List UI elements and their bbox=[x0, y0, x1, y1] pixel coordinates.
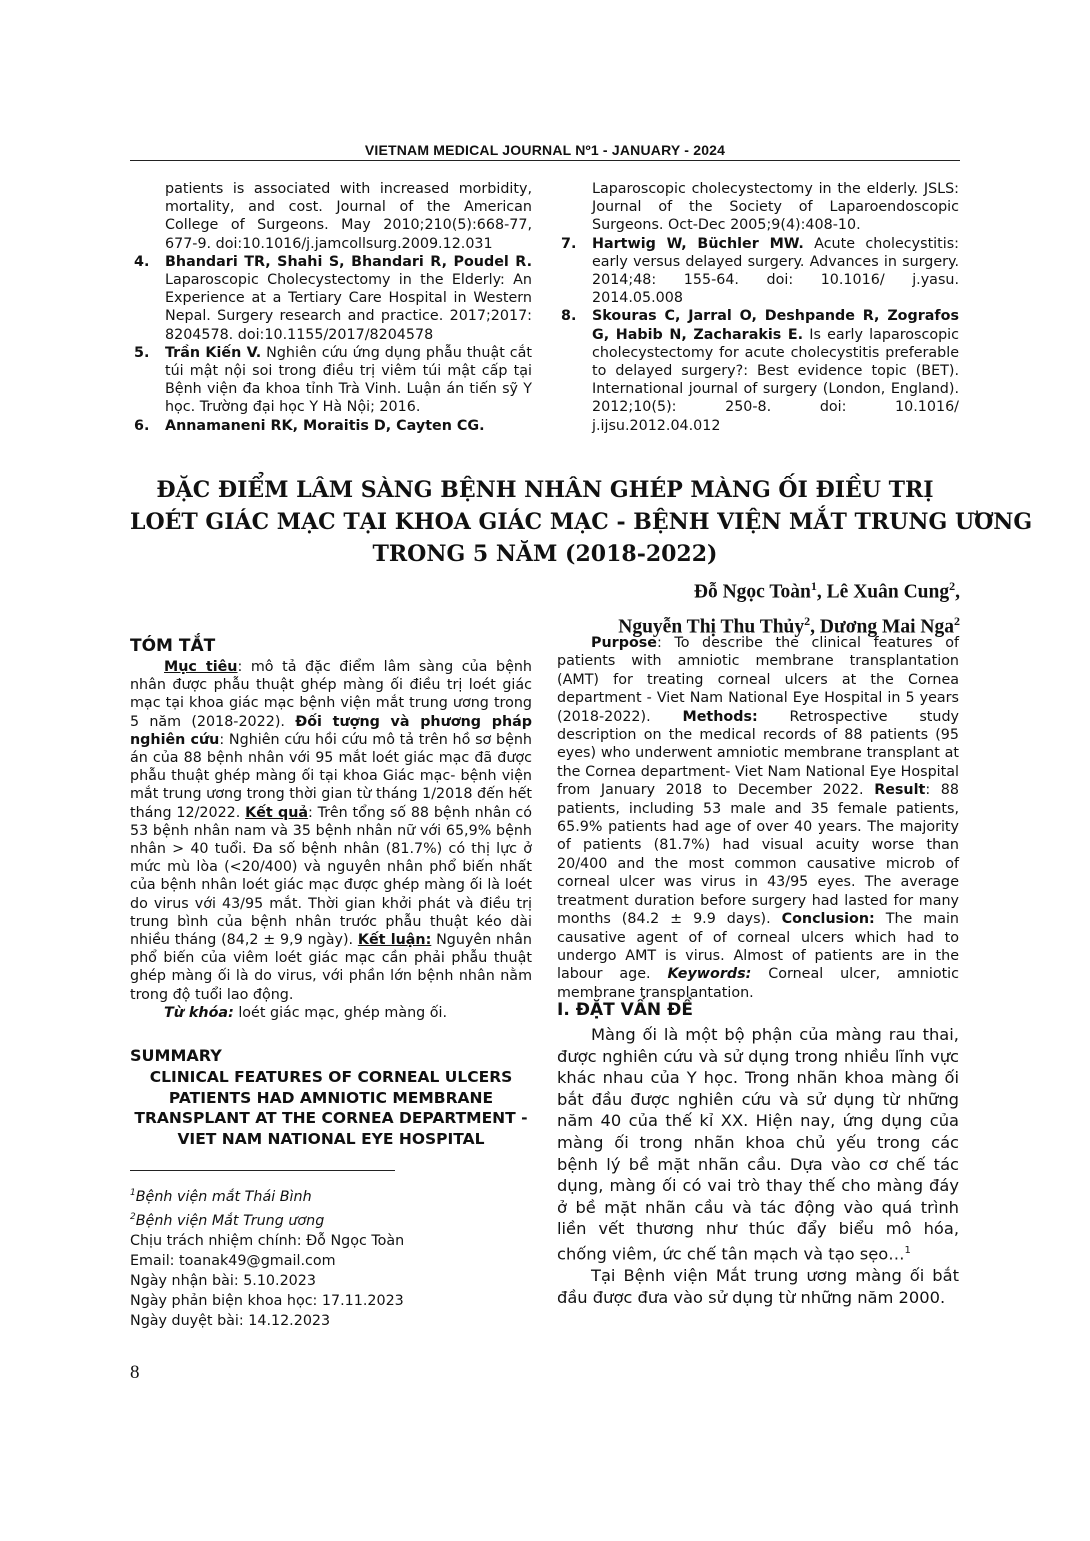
abstract-body bbox=[130, 658, 532, 1004]
reference-authors: Hartwig W, Büchler MW. bbox=[592, 235, 804, 252]
journal-header: VIETNAM MEDICAL JOURNAL Nº1 - JANUARY - 2024 bbox=[364, 142, 726, 158]
intro-paragraph-2: Tại Bệnh viện Mắt trung ương màng ối bắt đầu được đưa vào sử dụng từ những năm 2000. bbox=[557, 1265, 959, 1307]
affiliation-1 bbox=[130, 1183, 532, 1207]
header-rule bbox=[130, 160, 960, 161]
received-date: Ngày nhận bài: 5.10.2023 bbox=[130, 1272, 316, 1289]
affiliation-mark: 2 bbox=[130, 1211, 136, 1222]
email: Email: toanak49@gmail.com bbox=[130, 1252, 336, 1269]
reference-text: Nghiên cứu ứng dụng phẫu thuật cắt túi mật nội soi trong điều trị viêm túi mật cấp tại Bệnh viện đa khoa tỉnh Trà Vinh. Luận án tiến sỹ Y học. Trường đại học Y Hà Nội; 2016. bbox=[165, 344, 532, 416]
abstract-body bbox=[557, 634, 959, 1002]
affiliation-2 bbox=[130, 1207, 532, 1231]
affiliation-mark: 2 bbox=[954, 613, 960, 628]
intro-paragraph-1 bbox=[557, 1024, 959, 1265]
reference-number: 4. bbox=[134, 253, 150, 270]
summary-heading: SUMMARY bbox=[130, 1046, 222, 1065]
authors-line-1: Đỗ Ngọc Toàn$^1$, Lê Xuân Cung$^2$, bbox=[693, 579, 960, 603]
reference-6-continued: Laparoscopic cholecystectomy in the elderly. JSLS: Journal of the Society of Laparoendoscopic Surgeons. Oct-Dec 2005;9(4):408-10. bbox=[592, 181, 959, 234]
introduction-section bbox=[557, 1000, 959, 1308]
reference-5 bbox=[130, 344, 532, 417]
author-name: Đỗ Ngọc Toàn bbox=[693, 581, 811, 603]
label-keywords: Keywords: bbox=[667, 966, 752, 983]
reference-text: Laparoscopic Cholecystectomy in the Elderly: An Experience at a Tertiary Care Hospital in Western Nepal. Surgery research and practice. 2017;2017: 8204578. doi:10.1155/2017/8204578 bbox=[165, 272, 532, 343]
reference-authors: Bhandari TR, Shahi S, Bhandari R, Poudel R. bbox=[165, 253, 532, 270]
reference-3-continued: patients is associated with increased morbidity, mortality, and cost. Journal of the American College of Surgeons. May 2010;210(5):668-77, 677-9. doi:10.1016/j.jamcollsurg.2009.12.031 bbox=[165, 181, 532, 252]
abstract-heading: TÓM TẮT bbox=[130, 636, 216, 656]
reference-number: 5. bbox=[134, 344, 150, 361]
title-line-3: TRONG 5 NĂM (2018-2022) bbox=[372, 541, 718, 567]
reference-number: 8. bbox=[561, 308, 577, 325]
author-name: Nguyễn Thị Thu Thủy bbox=[618, 616, 805, 637]
affiliation-mark: 1 bbox=[810, 579, 817, 593]
abstract-text: : Nghiên cứu hồi cứu mô tả trên hồ sơ bệnh án của 88 bệnh nhân với 95 mắt loét giác mạc đã được phẫu thuật ghép màng ối tại khoa Giác mạc- bệnh viện mắt trung ương trong thời gian từ tháng 1/2018 đến hết tháng 12/2022. bbox=[130, 731, 532, 821]
approved-date: Ngày duyệt bài: 14.12.2023 bbox=[130, 1312, 331, 1329]
reference-6 bbox=[130, 417, 532, 435]
vietnamese-abstract bbox=[130, 636, 532, 1022]
author-name: Lê Xuân Cung bbox=[826, 581, 950, 603]
reference-8 bbox=[557, 307, 959, 434]
page-number: 8 bbox=[130, 1362, 140, 1383]
affiliation-mark: 2 bbox=[804, 613, 811, 628]
reviewed-date: Ngày phản biện khoa học: 17.11.2023 bbox=[130, 1292, 404, 1309]
keywords-text: Corneal ulcer, amniotic membrane transplantation. bbox=[557, 966, 960, 1001]
english-abstract bbox=[557, 634, 959, 1002]
article-authors bbox=[618, 572, 960, 641]
abstract-text: : 88 patients, including 53 male and 35 female patients, 65.9% patients had age of over 40 years. The majority of patients (81.7%) had visual acuity worse than 20/400 and the most common causative microb of corneal ulcer was virus in 43/95 eyes. The average treatment duration before surgery had lasted for many months (84.2 ± 9.9 days). bbox=[557, 782, 960, 928]
section-heading: I. ĐẶT VẤN ĐỀ bbox=[557, 1000, 693, 1020]
label-conclusion: Kết luận: bbox=[357, 932, 432, 949]
abstract-text: : mô tả đặc điểm lâm sàng của bệnh nhân được phẫu thuật ghép màng ối điều trị loét giác mạc tại khoa giác mạc bệnh viện mắt trung ương trong 5 năm (2018-2022). bbox=[130, 659, 532, 730]
reference-number: 6. bbox=[134, 417, 150, 434]
reference-text: Is early laparoscopic cholecystectomy for acute cholecystitis preferable to delayed surgery?: Best evidence topic (BET). International journal of surgery (London, England). 2012;10(5): 250-8. doi: 10.1016/ j.ijsu.2012.04.012 bbox=[592, 326, 959, 434]
label-result: Result bbox=[874, 782, 926, 799]
affiliation-text: Bệnh viện Mắt Trung ương bbox=[135, 1212, 325, 1229]
reference-authors: Skouras C, Jarral O, Deshpande R, Zografos G, Habib N, Zacharakis E. bbox=[592, 308, 959, 343]
responsible-author: Chịu trách nhiệm chính: Đỗ Ngọc Toàn bbox=[130, 1232, 405, 1249]
reference-text: Acute cholecystitis: early versus delayed surgery. Advances in surgery. 2014;48: 155-64. doi: 10.1016/ j.yasu. 2014.05.008 bbox=[592, 235, 959, 307]
affiliation-text: Bệnh viện mắt Thái Bình bbox=[135, 1188, 312, 1205]
abstract-text: Retrospective study description on the medical records of 88 patients (95 eyes) who underwent amniotic membrane transplant at the Cornea department- Viet Nam National Eye Hospital from January 2018 to December 2022. bbox=[557, 708, 960, 799]
reference-4 bbox=[130, 253, 532, 344]
keywords-text: loét giác mạc, ghép màng ối. bbox=[233, 1004, 448, 1021]
label-keywords: Từ khóa: bbox=[164, 1004, 234, 1021]
footnote-rule bbox=[130, 1170, 395, 1171]
reference-7 bbox=[557, 235, 959, 308]
abstract-text: : Trên tổng số 88 bệnh nhân có 53 bệnh nhân nam và 35 bệnh nhân nữ với 65,9% bệnh nhân > 40 tuổi. Đa số bệnh nhân (81.7%) có thị lực ở mức mù lòa (<20/400) và nguyên nhân phổ biến nhất của bệnh nhân loét giác mạc được ghép màng ối là loét do virus với 43/95 mắt. Thời gian khởi phát và điều trị trung bình của bệnh nhân trước phẫu thuật kéo dài nhiều tháng (84,2 ± 9,9 ngày). bbox=[130, 804, 532, 949]
reference-number: 7. bbox=[561, 235, 577, 252]
abstract-text: : To describe the clinical features of patients with amniotic membrane transplantation (AMT) for treating corneal ulcers at the Cornea department - Viet Nam National Eye Hospital in 5 years (2018-2022). bbox=[557, 635, 959, 725]
english-summary bbox=[130, 1046, 532, 1149]
label-methods: Đối tượng và phương pháp nghiên cứu bbox=[130, 713, 532, 748]
abstract-text: The main causative agent of of corneal ulcers which had to undergo AMT is virus. Almost of patients are in the labour age. bbox=[557, 911, 959, 983]
citation-mark: 1 bbox=[904, 1244, 911, 1256]
summary-title: CLINICAL FEATURES OF CORNEAL ULCERS PATIENTS HAD AMNIOTIC MEMBRANE TRANSPLANT AT THE CORNEA DEPARTMENT - VIET NAM NATIONAL EYE HOSPITAL bbox=[134, 1068, 528, 1148]
affiliation-mark: 2 bbox=[949, 579, 956, 593]
label-objective: Mục tiêu bbox=[164, 659, 238, 675]
paragraph-text: Màng ối là một bộ phận của màng rau thai, được nghiên cứu và sử dụng trong nhiều lĩnh vực khác nhau của Y học. Trong nhãn khoa màng ối bắt đầu được nghiên cứu và sử dụng từ những năm 40 của thế kỉ XX. Hiện nay, ứng dụng của màng ối trong nhãn khoa chủ yếu trong các bệnh lý bề mặt nhãn cầu. Dựa vào cơ chế tác dụng, màng ối có vai trò thay thế cho màng đáy ở bề mặt nhãn cầu và tác động vào quá trình liền vết thương như thúc đẩy biểu mô hóa, chống viêm, ức chế tân mạch và tạo sẹo… bbox=[557, 1025, 959, 1264]
reference-authors: Annamaneni RK, Moraitis D, Cayten CG. bbox=[165, 417, 485, 434]
title-line-2: LOÉT GIÁC MẠC TẠI KHOA GIÁC MẠC - BỆNH VIỆN MẮT TRUNG ƯƠNG bbox=[130, 509, 1033, 535]
keywords-line bbox=[130, 1004, 532, 1022]
title-line-1: ĐẶC ĐIỂM LÂM SÀNG BỆNH NHÂN GHÉP MÀNG ỐI ĐIỀU TRỊ bbox=[156, 477, 934, 503]
abstract-text: Nguyên nhân phổ biến của viêm loét giác mạc cần phải phẫu thuật ghép màng ối là do virus, với phần lớn bệnh nhân nằm trong độ tuổi lao động. bbox=[130, 932, 532, 1003]
label-results: Kết quả bbox=[245, 804, 309, 821]
author-name: Dương Mai Nga bbox=[819, 616, 954, 637]
references-right-column bbox=[557, 180, 959, 435]
affiliation-mark: 1 bbox=[130, 1188, 136, 1198]
label-purpose: Purpose bbox=[591, 635, 657, 651]
authors-line-2: Nguyễn Thị Thu Thủy$^2$, Dương Mai Nga$^2$ bbox=[618, 613, 960, 637]
footnotes bbox=[130, 1183, 532, 1331]
article-title bbox=[130, 474, 1033, 570]
label-conclusion: Conclusion: bbox=[781, 911, 875, 928]
label-methods: Methods: bbox=[682, 708, 758, 725]
reference-authors: Trần Kiến V. bbox=[165, 344, 262, 361]
references-left-column bbox=[130, 180, 532, 435]
